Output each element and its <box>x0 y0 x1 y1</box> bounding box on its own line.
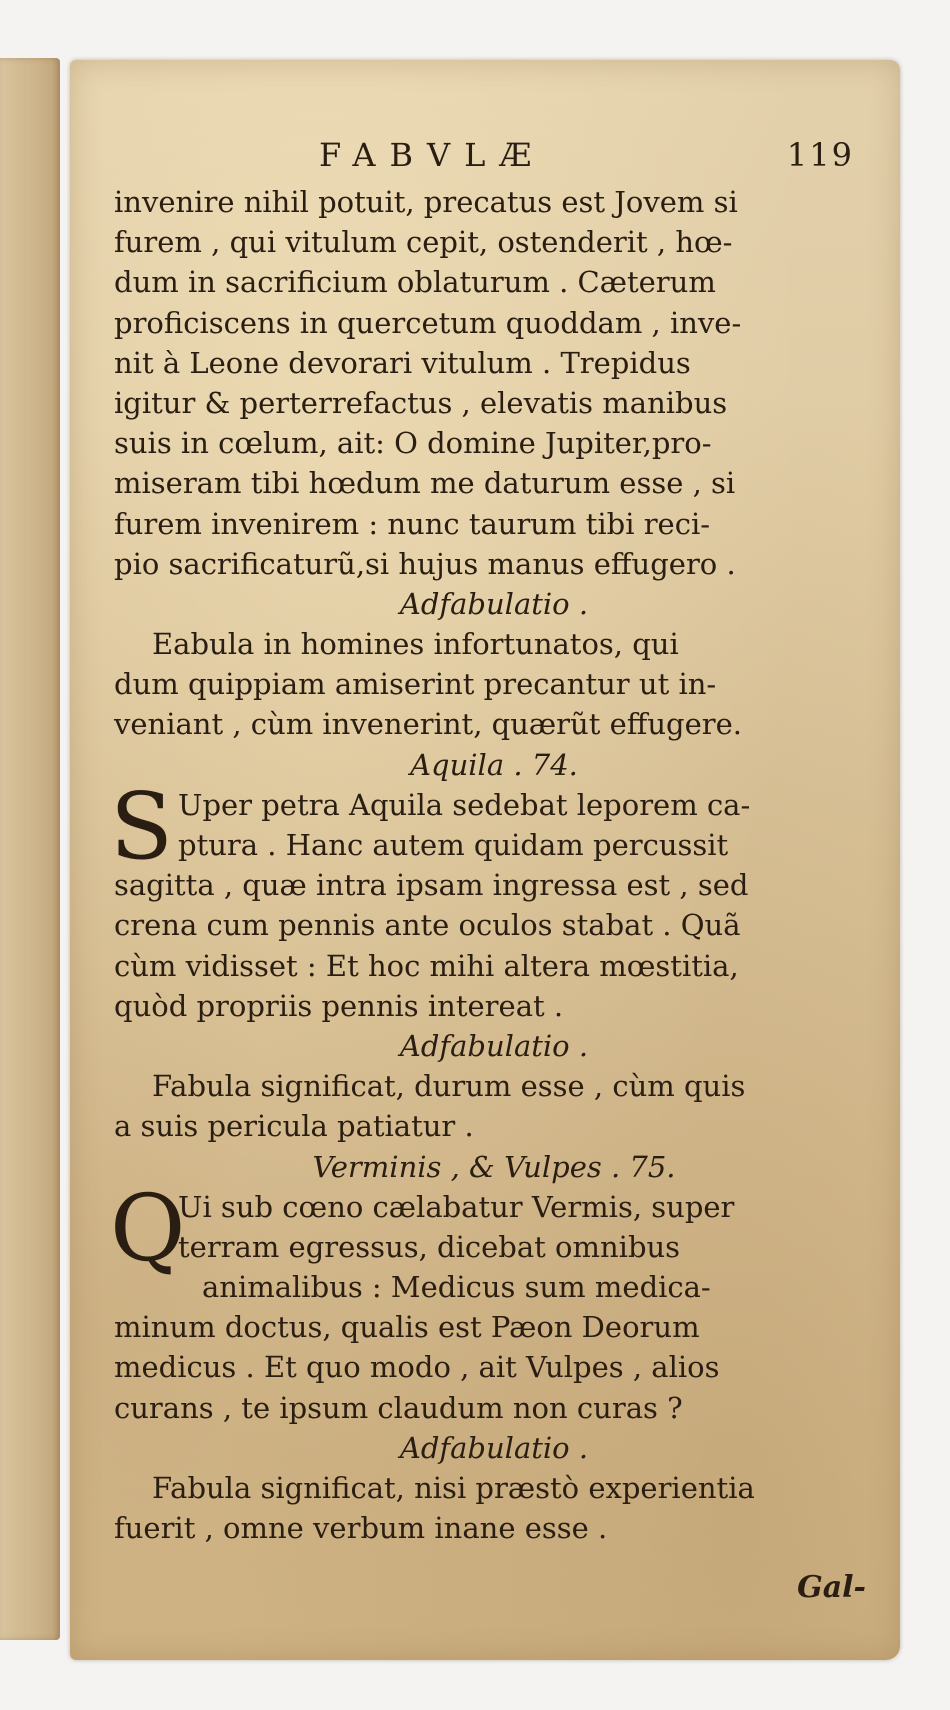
text-line: ptura . Hanc autem quidam percussit <box>178 828 729 862</box>
fable-74-moral <box>114 1066 874 1146</box>
page-number: 119 <box>786 136 854 174</box>
text-line: miseram tibi hœdum me daturum esse , si <box>114 466 736 501</box>
text-line: furem , qui vitulum cepit, ostenderit , hœ- <box>114 225 733 260</box>
text-line: curans , te ipsum claudum non curas ? <box>114 1390 683 1425</box>
moral-heading: Adfabulatio . <box>399 1028 589 1063</box>
fable-74-text <box>110 772 874 1026</box>
moral-line: Fabula significat, nisi præstò experientia <box>152 1471 755 1505</box>
fable-73-text <box>114 182 874 584</box>
text-line: quòd propriis pennis intereat . <box>114 988 564 1023</box>
running-title: FABVLÆ <box>319 136 546 174</box>
text-line: crena cum pennis ante oculos stabat . Quã <box>114 908 741 943</box>
text-line: cùm vidisset : Et hoc mihi altera mœstitia, <box>114 948 739 983</box>
text-line: Uper petra Aquila sedebat leporem ca- <box>178 787 751 822</box>
text-line: invenire nihil potuit, precatus est Jovem si <box>114 185 738 219</box>
text-line: igitur & perterrefactus , elevatis manibus <box>114 385 728 420</box>
moral-line: Fabula significat, durum esse , cùm quis <box>152 1069 746 1104</box>
drop-cap: S <box>110 772 174 880</box>
moral-line: a suis pericula patiatur . <box>114 1109 474 1144</box>
text-line: pio sacrificaturũ,si hujus manus effugero . <box>114 546 736 581</box>
text-line: sagitta , quæ intra ipsam ingressa est , sed <box>114 868 749 903</box>
drop-cap: Q <box>110 1174 186 1282</box>
catchword: Gal- <box>797 1570 866 1605</box>
text-line: nit à Leone devorari vitulum . Trepidus <box>114 345 691 380</box>
text-line: medicus . Et quo modo , ait Vulpes , alios <box>114 1350 720 1385</box>
fable-75-text <box>110 1174 874 1428</box>
text-line: dum in sacrificium oblaturum . Cæterum <box>114 265 716 300</box>
text-line: animalibus : Medicus sum medica- <box>202 1270 711 1305</box>
page-body <box>110 182 874 1548</box>
text-line: suis in cœlum, ait: O domine Jupiter,pro- <box>114 426 712 461</box>
fable-75-title: Verminis , & Vulpes . 75. <box>312 1149 676 1184</box>
text-line: Ui sub cœno cælabatur Vermis, super <box>178 1189 735 1224</box>
text-line: minum doctus, qualis est Pæon Deorum <box>114 1310 700 1345</box>
book-page <box>70 60 900 1660</box>
moral-line: veniant , cùm invenerint, quærũt effugere. <box>114 707 742 742</box>
previous-page-edge <box>0 58 60 1640</box>
moral-heading: Adfabulatio . <box>399 586 589 621</box>
fable-75-moral <box>114 1468 874 1548</box>
fable-73-moral <box>114 624 874 745</box>
moral-heading: Adfabulatio . <box>399 1430 589 1465</box>
moral-line: Eabula in homines infortunatos, qui <box>152 627 679 662</box>
text-line: proficiscens in quercetum quoddam , inve- <box>114 305 742 340</box>
page-header <box>114 136 874 186</box>
fable-74-title: Aquila . 74. <box>410 747 578 782</box>
text-line: furem invenirem : nunc taurum tibi reci- <box>114 506 711 541</box>
text-line: terram egressus, dicebat omnibus <box>178 1229 681 1264</box>
moral-line: dum quippiam amiserint precantur ut in- <box>114 667 717 702</box>
moral-line: fuerit , omne verbum inane esse . <box>114 1511 608 1546</box>
